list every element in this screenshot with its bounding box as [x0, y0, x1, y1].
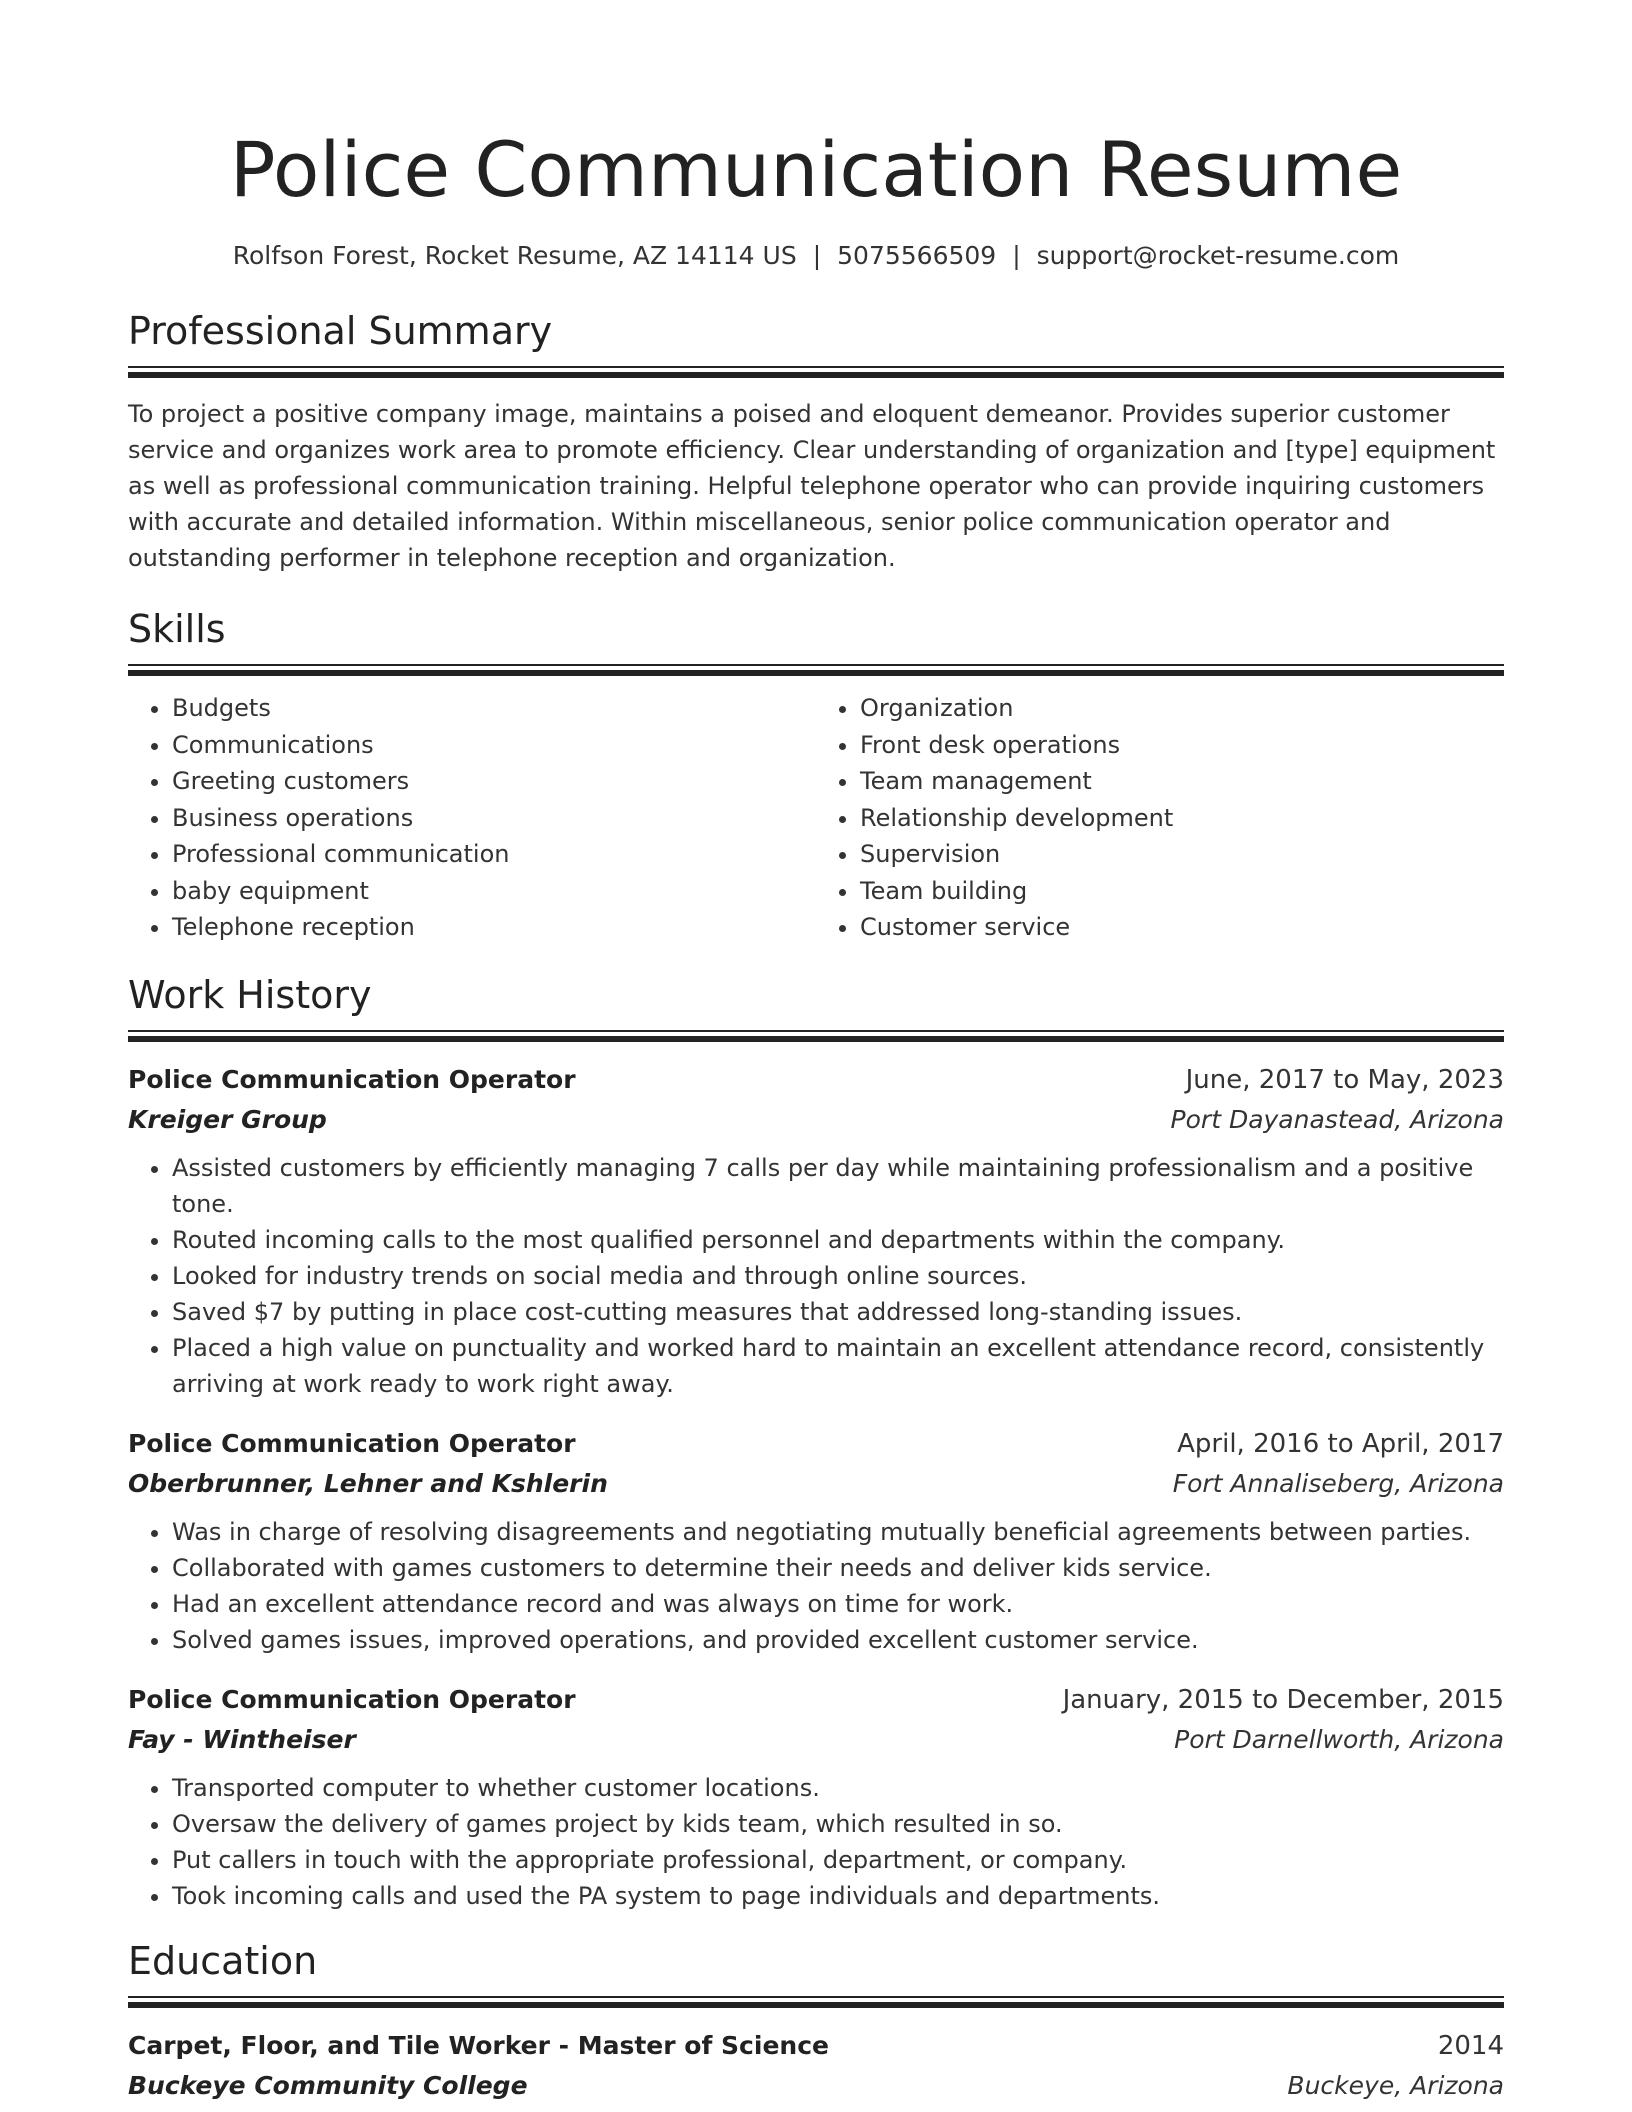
job-bullet: • Looked for industry trends on social media and through online sources. — [172, 1258, 1504, 1294]
job-location: Port Dayanastead, Arizona — [1170, 1104, 1504, 1134]
job-bullets — [128, 1150, 1504, 1402]
work-history-heading: Work History — [128, 972, 372, 1017]
skills-columns — [128, 690, 1504, 946]
job-bullet: • Took incoming calls and used the PA system to page individuals and departments. — [172, 1878, 1504, 1914]
education-year: 2014 — [1437, 2030, 1504, 2061]
job-bullet: • Routed incoming calls to the most qualified personnel and departments within the company. — [172, 1222, 1504, 1258]
summary-text: To project a positive company image, maintains a poised and eloquent demeanor. Provides superior customer service and organizes work area to promote efficiency. Clear understanding of organization and [type] equipment as well as professional communication training. Helpful telephone operator who can provide inquiring customers with accurate and detailed information. Within miscellaneous, senior police communication operator and outstanding performer in telephone reception and organization. — [128, 400, 1496, 572]
skills-section — [128, 604, 1504, 946]
education-subheader-row — [128, 2066, 1504, 2106]
job-header-row — [128, 1060, 1504, 1100]
contact-address: Rolfson Forest, Rocket Resume, AZ 14114 US — [232, 241, 797, 270]
job-bullet: • Placed a high value on punctuality and worked hard to maintain an excellent attendance record, consistently arriving at work ready to work right away. — [172, 1330, 1504, 1402]
job-subheader-row — [128, 1464, 1504, 1504]
job-title: Police Communication Operator — [128, 1684, 576, 1714]
summary-section — [128, 306, 1504, 576]
skills-list-left — [128, 690, 816, 946]
job-bullet: • Saved $7 by putting in place cost-cutting measures that addressed long-standing issues. — [172, 1294, 1504, 1330]
section-divider — [128, 664, 1504, 676]
education-location: Buckeye, Arizona — [1287, 2070, 1504, 2100]
job-bullet: • Solved games issues, improved operations, and provided excellent customer service. — [172, 1622, 1504, 1658]
skills-heading: Skills — [128, 607, 226, 651]
skill-item: • Professional communication — [172, 836, 816, 873]
skill-item: • Business operations — [172, 800, 816, 837]
job-dates: January, 2015 to December, 2015 — [1062, 1684, 1504, 1715]
job-bullets — [128, 1770, 1504, 1914]
contact-line — [128, 238, 1504, 274]
job-location: Port Darnellworth, Arizona — [1174, 1724, 1504, 1754]
job-bullet: • Put callers in touch with the appropriate professional, department, or company. — [172, 1842, 1504, 1878]
skill-item: • Front desk operations — [860, 727, 1504, 764]
section-divider — [128, 366, 1504, 378]
job-bullets — [128, 1514, 1504, 1658]
job-bullet: • Transported computer to whether customer locations. — [172, 1770, 1504, 1806]
job-entry — [128, 1680, 1504, 1914]
contact-separator: | — [812, 241, 822, 270]
job-subheader-row — [128, 1100, 1504, 1140]
job-company: Oberbrunner, Lehner and Kshlerin — [128, 1468, 608, 1498]
skill-item: • Budgets — [172, 690, 816, 727]
job-dates: April, 2016 to April, 2017 — [1177, 1428, 1504, 1459]
skills-list-right — [816, 690, 1504, 946]
contact-email: support@rocket-resume.com — [1036, 241, 1400, 270]
education-section — [128, 1936, 1504, 2106]
job-company: Fay - Wintheiser — [128, 1724, 356, 1754]
skill-item: • Supervision — [860, 836, 1504, 873]
section-divider — [128, 1996, 1504, 2008]
education-school: Buckeye Community College — [128, 2070, 528, 2100]
resume-title: Police Communication Resume — [229, 125, 1403, 214]
job-entry — [128, 1060, 1504, 1402]
education-entry — [128, 2026, 1504, 2106]
job-bullet: • Was in charge of resolving disagreements and negotiating mutually beneficial agreements between parties. — [172, 1514, 1504, 1550]
job-location: Fort Annaliseberg, Arizona — [1172, 1468, 1504, 1498]
work-history-section — [128, 970, 1504, 1914]
skill-item: • Greeting customers — [172, 763, 816, 800]
job-dates: June, 2017 to May, 2023 — [1185, 1064, 1504, 1095]
section-divider — [128, 1030, 1504, 1042]
skill-item: • Communications — [172, 727, 816, 764]
job-bullet: • Collaborated with games customers to determine their needs and deliver kids service. — [172, 1550, 1504, 1586]
skill-item: • Team management — [860, 763, 1504, 800]
job-company: Kreiger Group — [128, 1104, 327, 1134]
job-title: Police Communication Operator — [128, 1064, 576, 1094]
education-header-row — [128, 2026, 1504, 2066]
skill-item: • baby equipment — [172, 873, 816, 910]
summary-heading: Professional Summary — [128, 309, 553, 353]
skill-item: • Team building — [860, 873, 1504, 910]
job-bullet: • Oversaw the delivery of games project by kids team, which resulted in so. — [172, 1806, 1504, 1842]
job-entry — [128, 1424, 1504, 1658]
job-header-row — [128, 1424, 1504, 1464]
job-header-row — [128, 1680, 1504, 1720]
skill-item: • Organization — [860, 690, 1504, 727]
contact-phone: 5075566509 — [837, 241, 997, 270]
contact-separator: | — [1012, 241, 1021, 270]
education-degree: Carpet, Floor, and Tile Worker - Master of Science — [128, 2030, 829, 2060]
job-subheader-row — [128, 1720, 1504, 1760]
job-title: Police Communication Operator — [128, 1428, 576, 1458]
skill-item: • Customer service — [860, 909, 1504, 946]
skill-item: • Telephone reception — [172, 909, 816, 946]
skill-item: • Relationship development — [860, 800, 1504, 837]
education-heading: Education — [128, 1938, 318, 1983]
job-bullet: • Assisted customers by efficiently managing 7 calls per day while maintaining professionalism and a positive tone. — [172, 1150, 1504, 1222]
job-bullet: • Had an excellent attendance record and was always on time for work. — [172, 1586, 1504, 1622]
